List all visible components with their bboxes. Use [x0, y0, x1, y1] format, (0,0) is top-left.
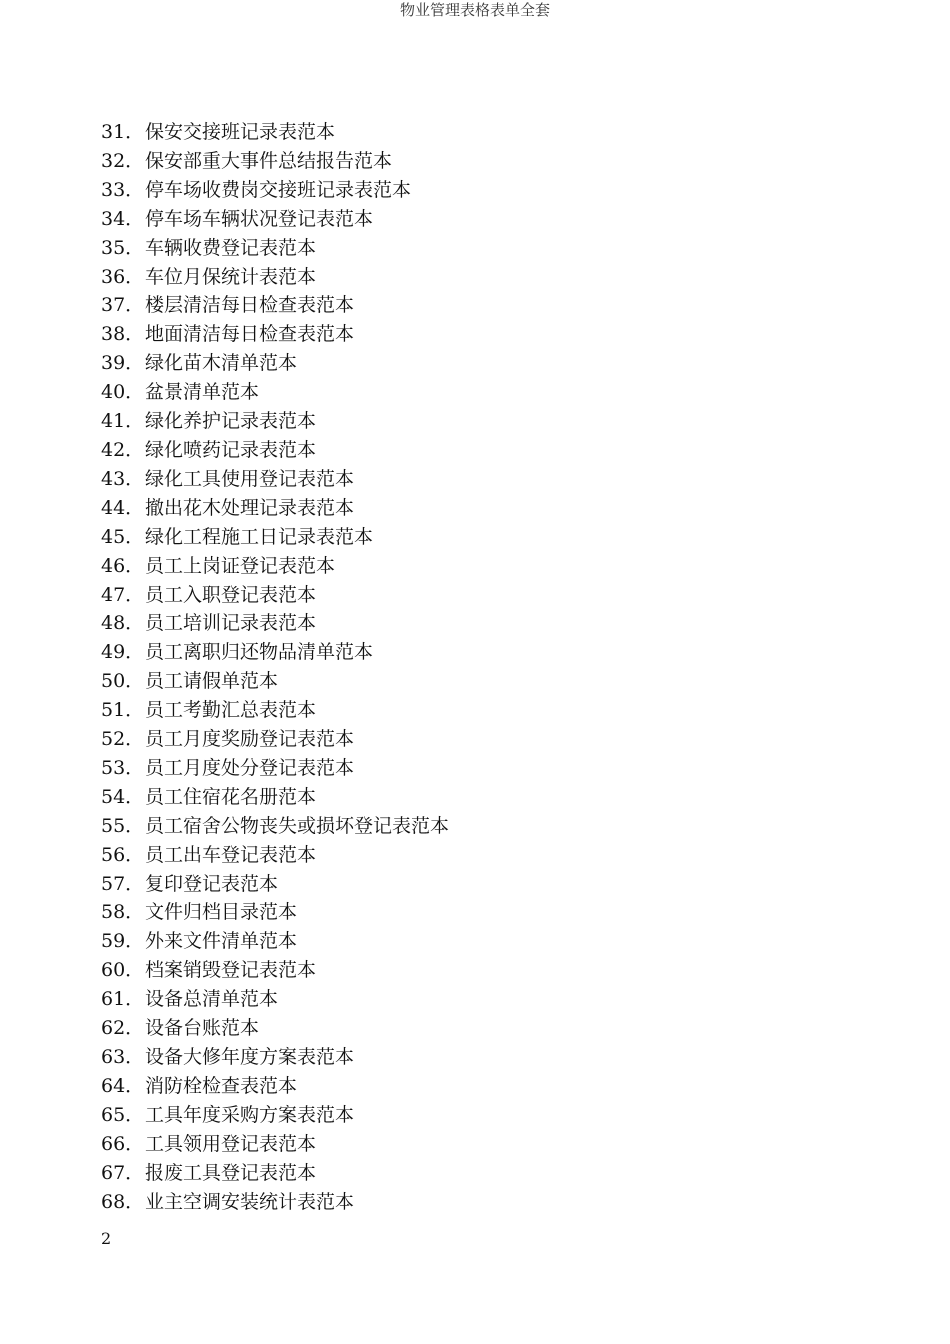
item-number: 57．: [101, 872, 145, 895]
item-number: 40．: [101, 381, 145, 404]
list-item: [101, 870, 801, 899]
item-number: 37．: [101, 294, 145, 317]
item-number: 65．: [101, 1103, 145, 1126]
item-label: 保安交接班记录表范本: [145, 121, 336, 143]
list-item: [101, 234, 801, 263]
item-label: 档案销毁登记表范本: [145, 959, 317, 982]
item-number: 50．: [101, 670, 145, 693]
item-label: 员工住宿花名册范本: [145, 785, 317, 808]
item-number: 62．: [101, 1017, 145, 1040]
list-item: [101, 436, 801, 465]
item-label: 地面清洁每日检查表范本: [145, 323, 355, 346]
item-number: 33．: [101, 178, 145, 201]
item-number: 53．: [101, 756, 145, 779]
item-number: 51．: [101, 699, 145, 722]
item-number: 49．: [101, 641, 145, 664]
item-label: 外来文件清单范本: [145, 930, 298, 953]
list-item: [101, 378, 801, 407]
item-label: 绿化工具使用登记表范本: [145, 467, 355, 490]
page-number: 2: [101, 1229, 112, 1248]
list-item: [101, 176, 801, 205]
page-header: 物业管理表格表单全套: [399, 1, 550, 19]
list-item: [101, 1072, 801, 1101]
item-label: 报废工具登记表范本: [145, 1161, 317, 1184]
list-item: [101, 118, 801, 147]
list-item: [101, 349, 801, 378]
list-item: [101, 725, 801, 754]
list-item: [101, 465, 801, 494]
item-label: 业主空调安装统计表范本: [145, 1190, 355, 1213]
list-item: [101, 552, 801, 581]
item-label: 车位月保统计表范本: [145, 265, 317, 288]
list-item: [101, 1130, 801, 1159]
list-item: [101, 812, 801, 841]
item-label: 员工出车登记表范本: [145, 843, 317, 866]
item-number: 63．: [101, 1046, 145, 1068]
list-item: [101, 263, 801, 292]
item-number: 43．: [101, 467, 145, 490]
item-number: 64．: [101, 1074, 145, 1097]
item-label: 员工考勤汇总表范本: [145, 699, 317, 722]
item-label: 盆景清单范本: [145, 381, 260, 404]
list-item: [101, 523, 801, 552]
item-number: 42．: [101, 438, 145, 461]
list-item: [101, 581, 801, 610]
item-label: 保安部重大事件总结报告范本: [145, 149, 393, 172]
list-item: [101, 841, 801, 870]
list-item: [101, 754, 801, 783]
item-label: 设备总清单范本: [145, 988, 279, 1011]
item-number: 34．: [101, 207, 145, 230]
list-item: [101, 609, 801, 638]
item-number: 32．: [101, 149, 145, 172]
list-item: [101, 1043, 801, 1072]
list-item: [101, 320, 801, 349]
item-label: 撤出花木处理记录表范本: [145, 496, 355, 519]
item-label: 员工培训记录表范本: [145, 612, 317, 635]
list-item: [101, 898, 801, 927]
item-label: 员工请假单范本: [145, 670, 279, 693]
item-number: 67．: [101, 1161, 145, 1184]
item-label: 停车场收费岗交接班记录表范本: [145, 178, 412, 201]
list-item: [101, 956, 801, 985]
item-number: 58．: [101, 901, 145, 924]
item-label: 员工宿舍公物丧失或损坏登记表范本: [145, 814, 450, 837]
item-number: 38．: [101, 323, 145, 346]
item-label: 员工月度处分登记表范本: [145, 756, 355, 779]
item-number: 41．: [101, 410, 145, 433]
item-label: 工具领用登记表范本: [145, 1132, 317, 1155]
item-label: 绿化喷药记录表范本: [145, 438, 317, 461]
list-item: [101, 696, 801, 725]
list-item: [101, 1101, 801, 1130]
item-number: 60．: [101, 959, 145, 982]
item-label: 工具年度采购方案表范本: [145, 1103, 355, 1126]
list-item: [101, 985, 801, 1014]
table-of-contents: [101, 118, 801, 1216]
item-number: 56．: [101, 843, 145, 866]
item-label: 员工离职归还物品清单范本: [145, 641, 374, 664]
list-item: [101, 927, 801, 956]
item-number: 39．: [101, 352, 145, 375]
item-number: 59．: [101, 930, 145, 953]
item-number: 35．: [101, 236, 145, 259]
list-item: [101, 1159, 801, 1188]
list-item: [101, 494, 801, 523]
item-label: 员工月度奖励登记表范本: [145, 728, 355, 751]
list-item: [101, 291, 801, 320]
item-label: 绿化养护记录表范本: [145, 410, 317, 433]
item-number: 46．: [101, 554, 145, 577]
item-label: 楼层清洁每日检查表范本: [145, 294, 355, 317]
item-number: 31．: [101, 121, 145, 143]
item-label: 停车场车辆状况登记表范本: [145, 207, 374, 230]
list-item: [101, 638, 801, 667]
item-number: 61．: [101, 988, 145, 1011]
item-label: 员工上岗证登记表范本: [145, 554, 336, 577]
list-item: [101, 147, 801, 176]
list-item: [101, 783, 801, 812]
list-item: [101, 1014, 801, 1043]
item-number: 48．: [101, 612, 145, 635]
item-number: 45．: [101, 525, 145, 548]
item-label: 车辆收费登记表范本: [145, 236, 317, 259]
list-item: [101, 1188, 801, 1217]
item-number: 47．: [101, 583, 145, 606]
item-label: 消防栓检查表范本: [145, 1074, 298, 1097]
list-item: [101, 205, 801, 234]
item-number: 44．: [101, 496, 145, 519]
item-number: 68．: [101, 1190, 145, 1213]
item-number: 54．: [101, 785, 145, 808]
item-label: 绿化工程施工日记录表范本: [145, 525, 374, 548]
item-number: 52．: [101, 728, 145, 751]
item-number: 66．: [101, 1132, 145, 1155]
item-label: 设备大修年度方案表范本: [145, 1046, 355, 1068]
item-label: 绿化苗木清单范本: [145, 352, 298, 375]
list-item: [101, 667, 801, 696]
item-label: 员工入职登记表范本: [145, 583, 317, 606]
item-label: 设备台账范本: [145, 1017, 260, 1040]
list-item: [101, 407, 801, 436]
item-label: 复印登记表范本: [145, 872, 279, 895]
item-number: 55．: [101, 814, 145, 837]
item-number: 36．: [101, 265, 145, 288]
item-label: 文件归档目录范本: [145, 901, 298, 924]
